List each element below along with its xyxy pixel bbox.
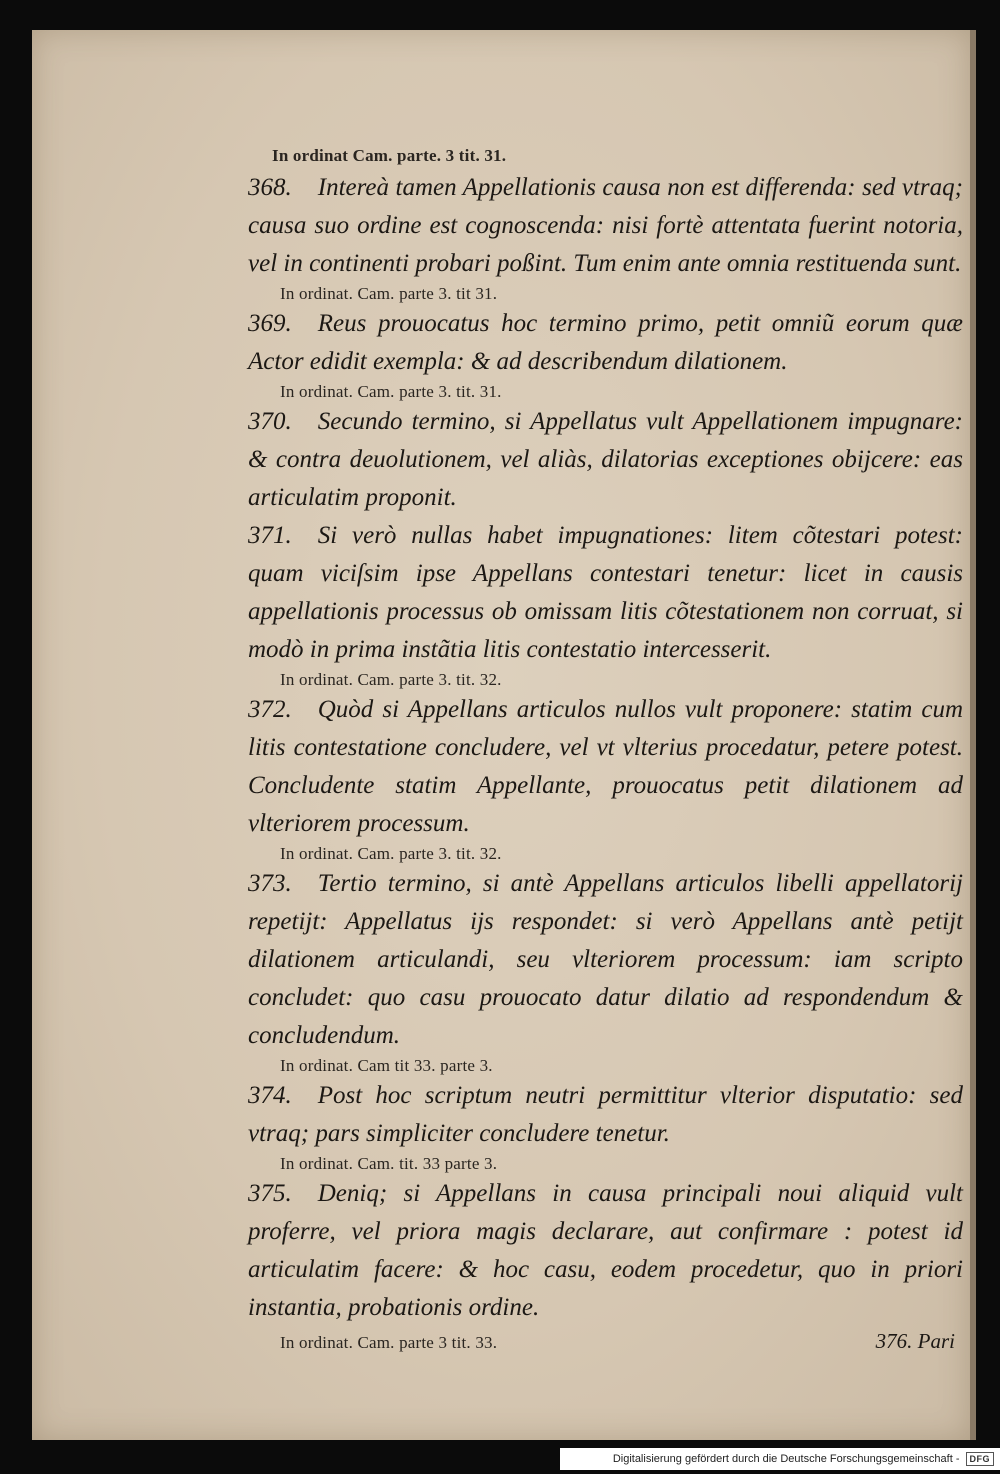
- entry-number: 375.: [248, 1180, 292, 1207]
- entry-number: 373.: [248, 870, 292, 897]
- entry-number: 374.: [248, 1082, 292, 1109]
- entry-text: Reus prouocatus hoc termino primo, petit omniũ eorum quæ Actor edidit exempla: & ad describendum dilationem.: [248, 310, 963, 375]
- entry-text: Si verò nullas habet impugnationes: litem cõtestari potest: quam viciſsim ipse Appellans contestari tenetur: licet in causis appellationis processus ob omissam litis cõtestationem non corruat, si modò in prima instãtia litis contestatio intercesserit.: [248, 522, 963, 663]
- entry-372: [248, 691, 963, 865]
- entry-paragraph: [248, 517, 963, 669]
- entry-reference: In ordinat. Cam. parte 3 tit. 33.: [280, 1333, 498, 1352]
- page-text: [248, 145, 963, 1354]
- entry-paragraph: [248, 305, 963, 381]
- entry-368: [248, 169, 963, 305]
- last-row: [248, 1329, 963, 1354]
- header-reference: In ordinat Cam. parte. 3 tit. 31.: [272, 146, 507, 165]
- entry-number: 371.: [248, 522, 292, 549]
- entry-reference: In ordinat. Cam. tit. 33 parte 3.: [280, 1154, 498, 1173]
- entry-text: Post hoc scriptum neutri permittitur vlterior disputatio: sed vtraq; pars simpliciter concludere tenetur.: [248, 1082, 963, 1147]
- entry-reference: In ordinat. Cam. parte 3. tit 31.: [280, 284, 498, 303]
- entry-paragraph: [248, 1175, 963, 1327]
- entry-374: [248, 1077, 963, 1175]
- footer-text: Digitalisierung gefördert durch die Deutsche Forschungsgemeinschaft -: [612, 1453, 960, 1465]
- entry-371: [248, 517, 963, 691]
- entry-370: [248, 403, 963, 517]
- entry-reference: In ordinat. Cam tit 33. parte 3.: [280, 1056, 493, 1075]
- entry-text: Quòd si Appellans articulos nullos vult proponere: statim cum litis contestatione concludere, vel vt vlterius procedatur, petere potest. Concludente statim Appellante, prouocatus petit dilationem ad vlteriorem processum.: [248, 696, 963, 837]
- entry-text: Tertio termino, si antè Appellans articulos libelli appellatorij repetijt: Appellatus ijs respondet: si verò Appellans antè petijt dilationem articulandi, seu vlteriorem processum: iam scripto concludet: quo casu prouocato datur dilatio ad respondendum & concludendum.: [248, 870, 963, 1049]
- entry-text: Deniq; si Appellans in causa principali noui aliquid vult proferre, vel priora magis declarare, aut confirmare : potest id articulatim facere: & hoc casu, eodem procedetur, quo in priori instantia, probationis ordine.: [248, 1180, 963, 1321]
- entry-369: [248, 305, 963, 403]
- entry-reference: In ordinat. Cam. parte 3. tit. 32.: [280, 670, 502, 689]
- entry-number: 369.: [248, 310, 292, 337]
- catchword: 376. Pari: [875, 1329, 955, 1353]
- entry-reference: In ordinat. Cam. parte 3. tit. 32.: [280, 844, 502, 863]
- entry-reference: In ordinat. Cam. parte 3. tit. 31.: [280, 382, 502, 401]
- digitization-footer: [560, 1448, 1000, 1470]
- entry-paragraph: [248, 865, 963, 1055]
- page-edge: [970, 30, 976, 1440]
- entry-number: 372.: [248, 696, 292, 723]
- entry-paragraph: [248, 1077, 963, 1153]
- entry-paragraph: [248, 403, 963, 517]
- entry-373: [248, 865, 963, 1077]
- entry-text: Intereà tamen Appellationis causa non est differenda: sed vtraq; causa suo ordine est cognoscenda: nisi fortè attentata fuerint notoria, vel in continenti probari poßint. Tum enim ante omnia restituenda sunt.: [248, 174, 963, 277]
- entry-paragraph: [248, 691, 963, 843]
- entry-375: [248, 1175, 963, 1354]
- entry-text: Secundo termino, si Appellatus vult Appellationem impugnare: & contra deuolutionem, vel aliàs, dilatorias exceptiones obijcere: eas articulatim proponit.: [248, 408, 963, 511]
- entry-paragraph: [248, 169, 963, 283]
- dfg-logo: DFG: [966, 1452, 995, 1466]
- entry-number: 368.: [248, 174, 292, 201]
- entry-number: 370.: [248, 408, 292, 435]
